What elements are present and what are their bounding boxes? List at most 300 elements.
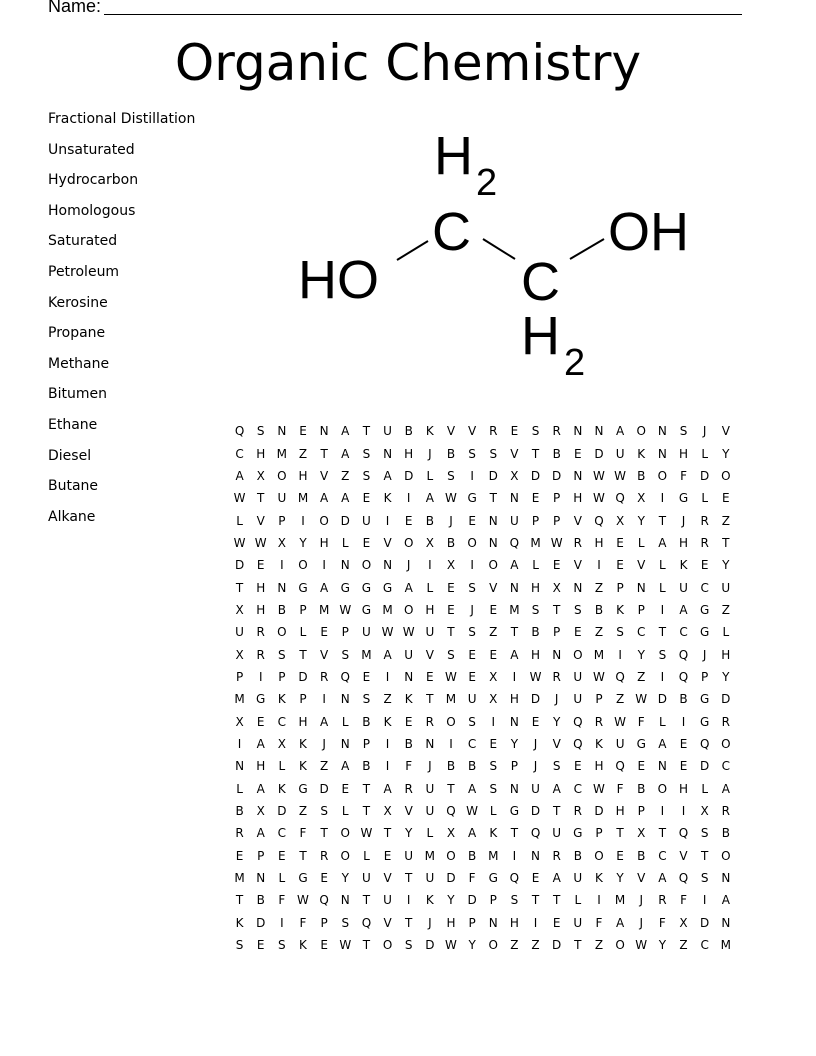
grid-letter[interactable]: H — [404, 446, 414, 461]
grid-letter[interactable]: M — [382, 602, 393, 617]
grid-letter[interactable]: Y — [722, 446, 730, 461]
grid-letter[interactable]: S — [658, 647, 667, 662]
grid-letter[interactable]: T — [320, 826, 328, 841]
grid-letter[interactable]: G — [340, 580, 350, 595]
grid-letter[interactable]: S — [489, 759, 498, 774]
grid-letter[interactable]: S — [679, 424, 688, 439]
grid-letter[interactable]: P — [616, 580, 624, 595]
grid-letter[interactable]: V — [552, 736, 561, 751]
grid-letter[interactable]: M — [530, 535, 541, 550]
grid-letter[interactable]: Y — [616, 871, 624, 886]
grid-letter[interactable]: Q — [530, 826, 541, 841]
grid-letter[interactable]: W — [593, 468, 605, 483]
grid-letter[interactable]: O — [488, 938, 498, 953]
grid-letter[interactable]: X — [489, 692, 498, 707]
grid-letter[interactable]: A — [341, 446, 350, 461]
grid-letter[interactable]: S — [256, 424, 265, 439]
grid-letter[interactable]: O — [340, 826, 350, 841]
grid-letter[interactable]: L — [489, 804, 497, 819]
grid-letter[interactable]: T — [362, 938, 371, 953]
grid-letter[interactable]: A — [658, 871, 667, 886]
grid-letter[interactable]: S — [341, 647, 350, 662]
grid-letter[interactable]: S — [278, 647, 286, 662]
grid-letter[interactable]: Z — [594, 938, 604, 953]
grid-letter[interactable]: U — [615, 446, 625, 461]
grid-letter[interactable]: Q — [234, 424, 245, 439]
grid-letter[interactable]: A — [510, 647, 519, 662]
grid-letter[interactable]: W — [550, 535, 563, 550]
grid-letter[interactable]: K — [489, 826, 498, 841]
grid-letter[interactable]: I — [258, 669, 263, 684]
grid-letter[interactable]: S — [278, 938, 286, 953]
grid-letter[interactable]: A — [468, 826, 477, 841]
grid-letter[interactable]: L — [341, 714, 349, 729]
grid-letter[interactable]: E — [700, 558, 709, 573]
grid-letter[interactable]: G — [700, 692, 710, 707]
grid-letter[interactable]: N — [657, 446, 667, 461]
grid-letter[interactable]: L — [278, 871, 286, 886]
grid-letter[interactable]: E — [531, 714, 540, 729]
grid-letter[interactable]: O — [403, 535, 414, 550]
grid-letter[interactable]: K — [404, 692, 413, 707]
grid-letter[interactable]: M — [614, 893, 626, 908]
grid-letter[interactable]: E — [489, 736, 498, 751]
grid-letter[interactable]: C — [235, 446, 244, 461]
grid-letter[interactable]: B — [637, 848, 646, 863]
grid-letter[interactable]: D — [530, 468, 541, 483]
grid-letter[interactable]: D — [530, 804, 541, 819]
grid-letter[interactable]: Y — [637, 647, 645, 662]
grid-letter[interactable]: N — [657, 759, 667, 774]
grid-letter[interactable]: Y — [299, 535, 307, 550]
grid-letter[interactable]: M — [488, 848, 499, 863]
grid-letter[interactable]: O — [721, 468, 731, 483]
grid-letter[interactable]: Q — [678, 871, 689, 886]
grid-letter[interactable]: O — [403, 602, 414, 617]
grid-letter[interactable]: N — [383, 558, 393, 573]
grid-letter[interactable]: D — [256, 915, 266, 930]
grid-letter[interactable]: N — [383, 446, 393, 461]
grid-letter[interactable]: O — [573, 647, 583, 662]
grid-letter[interactable]: U — [362, 625, 371, 640]
grid-letter[interactable]: I — [322, 558, 326, 573]
grid-letter[interactable]: L — [701, 491, 708, 506]
grid-letter[interactable]: U — [425, 871, 435, 886]
grid-letter[interactable]: X — [446, 558, 456, 573]
grid-letter[interactable]: I — [385, 736, 390, 751]
grid-letter[interactable]: O — [446, 714, 456, 729]
grid-letter[interactable]: N — [488, 535, 498, 550]
grid-letter[interactable]: A — [615, 915, 625, 930]
grid-letter[interactable]: S — [531, 424, 540, 439]
grid-letter[interactable]: S — [362, 446, 371, 461]
grid-letter[interactable]: C — [700, 938, 709, 953]
grid-letter[interactable]: B — [425, 513, 434, 528]
grid-letter[interactable]: I — [681, 714, 686, 729]
grid-letter[interactable]: A — [404, 580, 413, 595]
grid-letter[interactable]: H — [679, 446, 689, 461]
grid-letter[interactable]: U — [383, 424, 392, 439]
grid-letter[interactable]: T — [362, 804, 371, 819]
grid-letter[interactable]: D — [700, 759, 710, 774]
grid-letter[interactable]: P — [278, 513, 286, 528]
grid-letter[interactable]: L — [426, 468, 434, 483]
grid-letter[interactable]: B — [468, 848, 477, 863]
grid-letter[interactable]: Q — [615, 759, 625, 774]
grid-letter[interactable]: T — [405, 871, 413, 886]
grid-letter[interactable]: Y — [468, 938, 476, 953]
grid-letter[interactable]: R — [235, 826, 244, 841]
grid-letter[interactable]: H — [531, 647, 541, 662]
grid-letter[interactable]: T — [658, 625, 667, 640]
grid-letter[interactable]: V — [425, 647, 434, 662]
grid-letter[interactable]: W — [339, 602, 352, 617]
grid-letter[interactable]: L — [426, 826, 434, 841]
grid-letter[interactable]: R — [573, 804, 582, 819]
grid-letter[interactable]: X — [637, 826, 646, 841]
grid-letter[interactable]: P — [320, 915, 328, 930]
grid-letter[interactable]: R — [552, 848, 561, 863]
grid-letter[interactable]: E — [468, 513, 476, 528]
grid-letter[interactable]: K — [277, 781, 286, 796]
grid-letter[interactable]: R — [552, 424, 561, 439]
grid-letter[interactable]: Q — [678, 647, 689, 662]
grid-letter[interactable]: H — [256, 759, 266, 774]
grid-letter[interactable]: N — [488, 915, 498, 930]
grid-letter[interactable]: W — [635, 692, 648, 707]
grid-letter[interactable]: L — [659, 580, 666, 595]
grid-letter[interactable]: P — [701, 669, 709, 684]
grid-letter[interactable]: D — [446, 871, 456, 886]
grid-letter[interactable]: J — [554, 692, 559, 707]
grid-letter[interactable]: I — [280, 915, 284, 930]
grid-letter[interactable]: I — [597, 893, 601, 908]
grid-letter[interactable]: Q — [361, 915, 372, 930]
grid-letter[interactable]: D — [657, 692, 667, 707]
grid-letter[interactable]: W — [593, 781, 605, 796]
grid-letter[interactable]: E — [383, 848, 392, 863]
grid-letter[interactable]: S — [489, 446, 498, 461]
grid-letter[interactable]: X — [425, 535, 434, 550]
grid-letter[interactable]: S — [447, 468, 455, 483]
grid-letter[interactable]: T — [405, 915, 413, 930]
grid-letter[interactable]: M — [234, 871, 245, 886]
grid-letter[interactable]: L — [659, 558, 666, 573]
grid-letter[interactable]: K — [299, 938, 307, 953]
grid-letter[interactable]: R — [721, 804, 730, 819]
grid-letter[interactable]: G — [467, 491, 477, 506]
grid-letter[interactable]: N — [340, 893, 350, 908]
grid-letter[interactable]: Q — [573, 736, 583, 751]
grid-letter[interactable]: S — [362, 692, 371, 707]
grid-letter[interactable]: I — [301, 513, 305, 528]
grid-letter[interactable]: O — [382, 938, 393, 953]
grid-letter[interactable]: Y — [658, 938, 667, 953]
grid-letter[interactable]: L — [532, 558, 539, 573]
grid-letter[interactable]: E — [531, 871, 540, 886]
grid-letter[interactable]: H — [256, 580, 266, 595]
grid-letter[interactable]: P — [637, 804, 645, 819]
grid-letter[interactable]: U — [404, 647, 414, 662]
grid-letter[interactable]: B — [404, 424, 413, 439]
grid-letter[interactable]: W — [297, 893, 309, 908]
grid-letter[interactable]: T — [531, 893, 540, 908]
grid-letter[interactable]: U — [531, 781, 540, 796]
grid-letter[interactable]: I — [280, 558, 284, 573]
grid-letter[interactable]: Q — [509, 535, 520, 550]
grid-letter[interactable]: A — [383, 781, 392, 796]
grid-letter[interactable]: T — [362, 781, 371, 796]
grid-letter[interactable]: K — [616, 602, 625, 617]
grid-letter[interactable]: A — [615, 424, 625, 439]
grid-letter[interactable]: A — [383, 647, 392, 662]
grid-letter[interactable]: Z — [615, 692, 625, 707]
grid-letter[interactable]: Z — [594, 625, 604, 640]
grid-letter[interactable]: S — [510, 893, 519, 908]
grid-letter[interactable]: V — [383, 871, 392, 886]
grid-letter[interactable]: P — [341, 625, 349, 640]
grid-letter[interactable]: O — [721, 736, 731, 751]
grid-letter[interactable]: Q — [678, 669, 689, 684]
grid-letter[interactable]: O — [277, 625, 287, 640]
grid-letter[interactable]: A — [320, 580, 329, 595]
grid-letter[interactable]: I — [597, 558, 601, 573]
grid-letter[interactable]: U — [510, 513, 519, 528]
grid-letter[interactable]: I — [385, 759, 390, 774]
grid-letter[interactable]: A — [320, 714, 329, 729]
grid-letter[interactable]: K — [299, 759, 307, 774]
grid-letter[interactable]: C — [573, 781, 583, 796]
grid-letter[interactable]: D — [721, 692, 731, 707]
grid-letter[interactable]: D — [552, 468, 562, 483]
grid-letter[interactable]: A — [721, 781, 730, 796]
grid-letter[interactable]: N — [340, 558, 350, 573]
grid-letter[interactable]: F — [299, 915, 307, 930]
grid-letter[interactable]: I — [660, 669, 665, 684]
grid-letter[interactable]: W — [445, 938, 457, 953]
grid-letter[interactable]: F — [637, 714, 645, 729]
grid-letter[interactable]: B — [531, 625, 540, 640]
grid-letter[interactable]: J — [428, 446, 432, 461]
grid-letter[interactable]: U — [721, 580, 731, 595]
grid-letter[interactable]: S — [447, 647, 455, 662]
grid-letter[interactable]: Z — [489, 625, 498, 640]
grid-letter[interactable]: F — [616, 781, 624, 796]
grid-letter[interactable]: K — [425, 424, 434, 439]
grid-letter[interactable]: U — [362, 513, 371, 528]
grid-letter[interactable]: V — [573, 513, 582, 528]
grid-letter[interactable]: T — [722, 535, 730, 550]
grid-letter[interactable]: D — [467, 893, 477, 908]
grid-letter[interactable]: T — [426, 692, 434, 707]
grid-letter[interactable]: W — [339, 938, 352, 953]
grid-letter[interactable]: W — [402, 625, 415, 640]
grid-letter[interactable]: J — [681, 513, 686, 528]
grid-letter[interactable]: V — [468, 424, 477, 439]
grid-letter[interactable]: N — [721, 915, 731, 930]
grid-letter[interactable]: W — [529, 669, 542, 684]
grid-letter[interactable]: M — [509, 602, 520, 617]
grid-letter[interactable]: X — [277, 535, 286, 550]
grid-letter[interactable]: A — [256, 736, 265, 751]
grid-letter[interactable]: Z — [721, 602, 730, 617]
grid-letter[interactable]: N — [552, 647, 562, 662]
grid-letter[interactable]: C — [658, 848, 667, 863]
grid-letter[interactable]: V — [637, 871, 646, 886]
grid-letter[interactable]: G — [509, 804, 520, 819]
grid-letter[interactable]: E — [616, 558, 624, 573]
grid-letter[interactable]: B — [637, 468, 646, 483]
grid-letter[interactable]: D — [234, 558, 245, 573]
grid-letter[interactable]: K — [595, 736, 603, 751]
grid-letter[interactable]: R — [658, 893, 667, 908]
grid-letter[interactable]: H — [594, 759, 604, 774]
grid-letter[interactable]: R — [256, 625, 265, 640]
grid-letter[interactable]: Z — [510, 938, 519, 953]
grid-letter[interactable]: Q — [594, 513, 604, 528]
grid-letter[interactable]: T — [362, 424, 371, 439]
grid-letter[interactable]: A — [658, 736, 667, 751]
grid-letter[interactable]: K — [637, 446, 646, 461]
grid-letter[interactable]: G — [298, 781, 308, 796]
grid-letter[interactable]: L — [637, 535, 645, 550]
grid-letter[interactable]: W — [233, 535, 246, 550]
grid-letter[interactable]: X — [256, 468, 265, 483]
grid-letter[interactable]: T — [447, 781, 455, 796]
grid-letter[interactable]: Z — [298, 446, 308, 461]
grid-letter[interactable]: B — [468, 759, 477, 774]
grid-letter[interactable]: E — [722, 491, 730, 506]
grid-letter[interactable]: V — [573, 558, 582, 573]
grid-letter[interactable]: N — [235, 759, 245, 774]
grid-letter[interactable]: T — [553, 804, 561, 819]
grid-letter[interactable]: E — [552, 558, 561, 573]
grid-letter[interactable]: F — [405, 759, 413, 774]
grid-letter[interactable]: E — [299, 424, 307, 439]
grid-letter[interactable]: T — [510, 826, 519, 841]
grid-letter[interactable]: D — [530, 692, 541, 707]
grid-letter[interactable]: V — [256, 513, 265, 528]
grid-letter[interactable]: E — [362, 669, 371, 684]
grid-letter[interactable]: A — [341, 424, 350, 439]
grid-letter[interactable]: Z — [721, 513, 730, 528]
grid-letter[interactable]: B — [594, 602, 604, 617]
grid-letter[interactable]: N — [509, 781, 519, 796]
grid-letter[interactable]: A — [468, 781, 477, 796]
grid-letter[interactable]: T — [700, 848, 709, 863]
grid-letter[interactable]: K — [595, 871, 603, 886]
grid-letter[interactable]: C — [679, 625, 688, 640]
grid-letter[interactable]: Q — [573, 714, 583, 729]
grid-letter[interactable]: Y — [405, 826, 413, 841]
grid-letter[interactable]: I — [491, 714, 496, 729]
grid-letter[interactable]: Q — [615, 491, 625, 506]
grid-letter[interactable]: Q — [509, 871, 520, 886]
grid-letter[interactable]: E — [362, 491, 371, 506]
grid-letter[interactable]: F — [468, 871, 476, 886]
grid-letter[interactable]: A — [341, 759, 350, 774]
grid-letter[interactable]: D — [425, 938, 435, 953]
grid-letter[interactable]: I — [406, 491, 411, 506]
grid-letter[interactable]: X — [446, 826, 456, 841]
grid-letter[interactable]: D — [488, 468, 498, 483]
grid-letter[interactable]: D — [404, 468, 414, 483]
grid-letter[interactable]: C — [467, 736, 477, 751]
grid-letter[interactable]: C — [277, 714, 287, 729]
grid-letter[interactable]: E — [637, 759, 646, 774]
grid-letter[interactable]: I — [702, 893, 707, 908]
grid-letter[interactable]: Z — [637, 669, 646, 684]
grid-letter[interactable]: G — [573, 826, 583, 841]
grid-letter[interactable]: H — [509, 692, 519, 707]
grid-letter[interactable]: Y — [510, 736, 519, 751]
grid-letter[interactable]: L — [299, 625, 307, 640]
grid-letter[interactable]: O — [721, 848, 731, 863]
grid-letter[interactable]: H — [509, 915, 519, 930]
grid-letter[interactable]: B — [277, 602, 286, 617]
grid-letter[interactable]: R — [256, 647, 265, 662]
grid-letter[interactable]: Y — [341, 871, 349, 886]
grid-letter[interactable]: D — [594, 446, 604, 461]
grid-letter[interactable]: A — [383, 468, 392, 483]
grid-letter[interactable]: P — [531, 513, 540, 528]
word-search-grid[interactable] — [229, 420, 736, 956]
grid-letter[interactable]: D — [594, 804, 604, 819]
grid-letter[interactable]: V — [721, 424, 730, 439]
grid-letter[interactable]: E — [489, 647, 498, 662]
grid-letter[interactable]: S — [320, 804, 328, 819]
grid-letter[interactable]: K — [235, 915, 244, 930]
grid-letter[interactable]: U — [573, 692, 583, 707]
grid-letter[interactable]: L — [701, 446, 708, 461]
grid-letter[interactable]: J — [428, 915, 432, 930]
grid-letter[interactable]: E — [256, 938, 265, 953]
grid-letter[interactable]: I — [428, 558, 432, 573]
grid-letter[interactable]: V — [489, 580, 498, 595]
name-line[interactable] — [104, 14, 742, 15]
grid-letter[interactable]: I — [512, 669, 517, 684]
grid-letter[interactable]: J — [449, 513, 453, 528]
grid-letter[interactable]: A — [256, 826, 265, 841]
grid-letter[interactable]: B — [446, 535, 456, 550]
grid-letter[interactable]: D — [277, 804, 287, 819]
grid-letter[interactable]: B — [573, 848, 582, 863]
grid-letter[interactable]: G — [678, 491, 689, 506]
grid-letter[interactable]: S — [468, 446, 476, 461]
grid-letter[interactable]: E — [341, 781, 350, 796]
grid-letter[interactable]: C — [637, 625, 646, 640]
grid-letter[interactable]: S — [700, 871, 709, 886]
grid-letter[interactable]: I — [385, 669, 390, 684]
grid-letter[interactable]: E — [426, 669, 434, 684]
grid-letter[interactable]: U — [362, 871, 371, 886]
grid-letter[interactable]: F — [680, 468, 687, 483]
grid-letter[interactable]: X — [235, 714, 244, 729]
grid-letter[interactable]: J — [702, 647, 707, 662]
grid-letter[interactable]: W — [381, 625, 394, 640]
grid-letter[interactable]: R — [573, 535, 582, 550]
grid-letter[interactable]: E — [679, 759, 688, 774]
grid-letter[interactable]: W — [614, 468, 627, 483]
grid-letter[interactable]: U — [404, 848, 414, 863]
grid-letter[interactable]: O — [594, 848, 604, 863]
grid-letter[interactable]: P — [553, 491, 561, 506]
grid-letter[interactable]: B — [446, 446, 456, 461]
grid-letter[interactable]: P — [510, 759, 519, 774]
grid-letter[interactable]: T — [299, 647, 307, 662]
grid-letter[interactable]: L — [574, 893, 582, 908]
grid-letter[interactable]: W — [593, 491, 605, 506]
